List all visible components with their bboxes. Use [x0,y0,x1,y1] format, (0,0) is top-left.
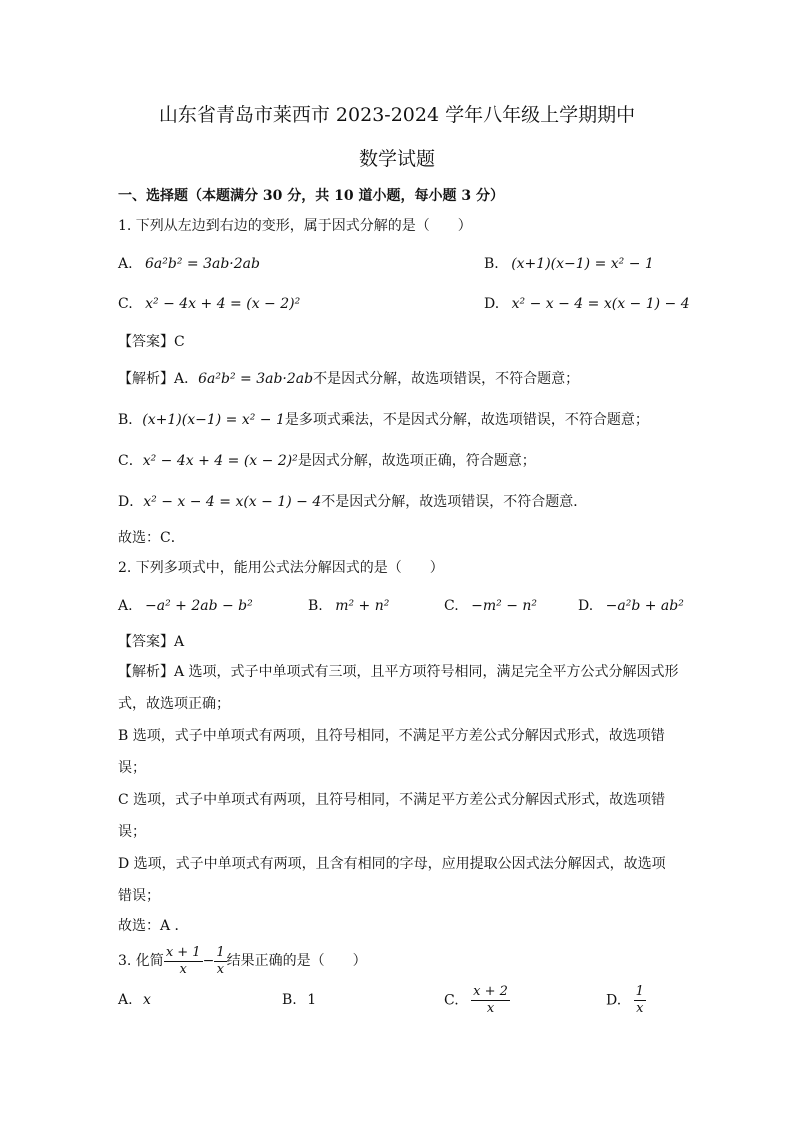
q3-option-b [282,990,316,1010]
option-label: C. [118,296,133,312]
q2-explanation-b-2: 误； [118,760,146,776]
option-label: A. [118,256,133,272]
page-title: 山东省青岛市莱西市 2023-2024 学年八年级上学期期中 [158,104,636,126]
option-formula: x² − 4x + 4 = (x − 2)² [145,296,301,312]
stem-suffix: 结果正确的是（ ） [226,953,367,969]
page-subtitle: 数学试题 [358,148,435,170]
q2-option-d [578,596,684,616]
explanation-text: 不是因式分解，故选项错误，不符合题意； [313,371,580,387]
numerator: x + 1 [165,944,201,960]
explanation-text: 不是因式分解，故选项错误，不符合题意． [321,494,588,510]
option-label: B. [282,992,297,1008]
explanation-text: 是因式分解，故选项正确，符合题意； [297,453,536,469]
q3-option-a [118,990,151,1010]
q2-explanation-c-1: C 选项，式子中单项式有两项，且符号相同，不满足平方差公式分解因式形式，故选项错 [118,792,666,808]
denominator: x [216,961,225,977]
explanation-formula: (x+1)(x−1) = x² − 1 [142,412,285,428]
q2-option-a [118,596,253,616]
q2-option-b [308,596,389,616]
option-formula: −m² − n² [471,598,538,614]
q3-option-d [606,984,646,1017]
explanation-head: C． [118,453,143,469]
option-formula: x² − x − 4 = x(x − 1) − 4 [511,296,690,312]
explanation-formula: x² − x − 4 = x(x − 1) − 4 [143,494,322,510]
option-label: D. [484,296,500,312]
option-label: C. [444,992,459,1009]
question-1-stem: 1. 下列从左边到右边的变形，属于因式分解的是（ ） [118,218,472,234]
stem-prefix: 3. 化简 [118,953,164,969]
q2-choose: 故选：A ． [118,918,189,934]
q1-option-c [118,294,300,314]
q3-option-c [444,984,510,1017]
option-label: A. [118,992,133,1008]
explanation-text: 是多项式乘法，不是因式分解，故选项错误，不符合题意； [284,412,649,428]
option-label: C. [444,598,459,614]
q2-explanation-b-1: B 选项，式子中单项式有两项，且符号相同，不满足平方差公式分解因式形式，故选项错 [118,728,665,744]
minus-sign: − [202,953,215,969]
q1-option-a [118,254,260,274]
q1-option-d [484,294,690,314]
explanation-formula: 6a²b² = 3ab·2ab [198,371,314,387]
option-formula: −a²b + ab² [605,598,684,614]
denominator: x [636,1001,644,1016]
explanation-head: D． [118,494,144,510]
question-3-stem [118,944,367,984]
option-formula: (x+1)(x−1) = x² − 1 [511,256,654,272]
explanation-head: 【解析】A． [118,371,199,387]
option-label: A. [118,598,133,614]
option-label: D. [578,598,594,614]
q2-explanation-d-2: 错误； [118,888,160,904]
q2-explanation-a-2: 式，故选项正确； [118,696,230,712]
q1-explanation-d [118,492,587,512]
q1-explanation-c [118,451,536,471]
option-label: B. [308,598,323,614]
numerator: 1 [216,944,225,960]
option-label: D. [606,992,622,1009]
option-formula: m² + n² [335,598,390,614]
denominator: x [179,961,187,977]
option-fraction [471,984,510,1017]
question-2-stem: 2. 下列多项式中，能用公式法分解因式的是（ ） [118,560,444,576]
numerator: 1 [635,984,644,999]
option-value: 1 [307,992,317,1008]
explanation-head: B． [118,412,143,428]
q1-answer: 【答案】C [118,334,185,350]
denominator: x [486,1001,495,1016]
q2-option-c [444,596,537,616]
fraction-x-plus-1-over-x [164,945,203,978]
option-fraction [634,984,646,1017]
option-label: B. [484,256,499,272]
section-heading: 一、选择题（本题满分 30 分，共 10 道小题，每小题 3 分） [118,188,504,204]
fraction-1-over-x [214,945,226,978]
explanation-formula: x² − 4x + 4 = (x − 2)² [142,453,298,469]
q1-option-b [484,254,654,274]
q1-explanation-a [118,369,579,389]
option-value: x [143,992,151,1008]
q2-explanation-d-1: D 选项，式子中单项式有两项，且含有相同的字母，应用提取公因式法分解因式，故选项 [118,856,666,872]
q1-explanation-b [118,410,649,430]
option-formula: −a² + 2ab − b² [145,598,253,614]
q1-choose: 故选：C． [118,530,185,546]
option-formula: 6a²b² = 3ab·2ab [145,256,260,272]
q2-explanation-a-1: 【解析】A 选项，式子中单项式有三项，且平方项符号相同，满足完全平方公式分解因式形 [118,664,679,680]
q2-answer: 【答案】A [118,634,185,650]
q2-explanation-c-2: 误； [118,824,146,840]
numerator: x + 2 [473,984,508,999]
